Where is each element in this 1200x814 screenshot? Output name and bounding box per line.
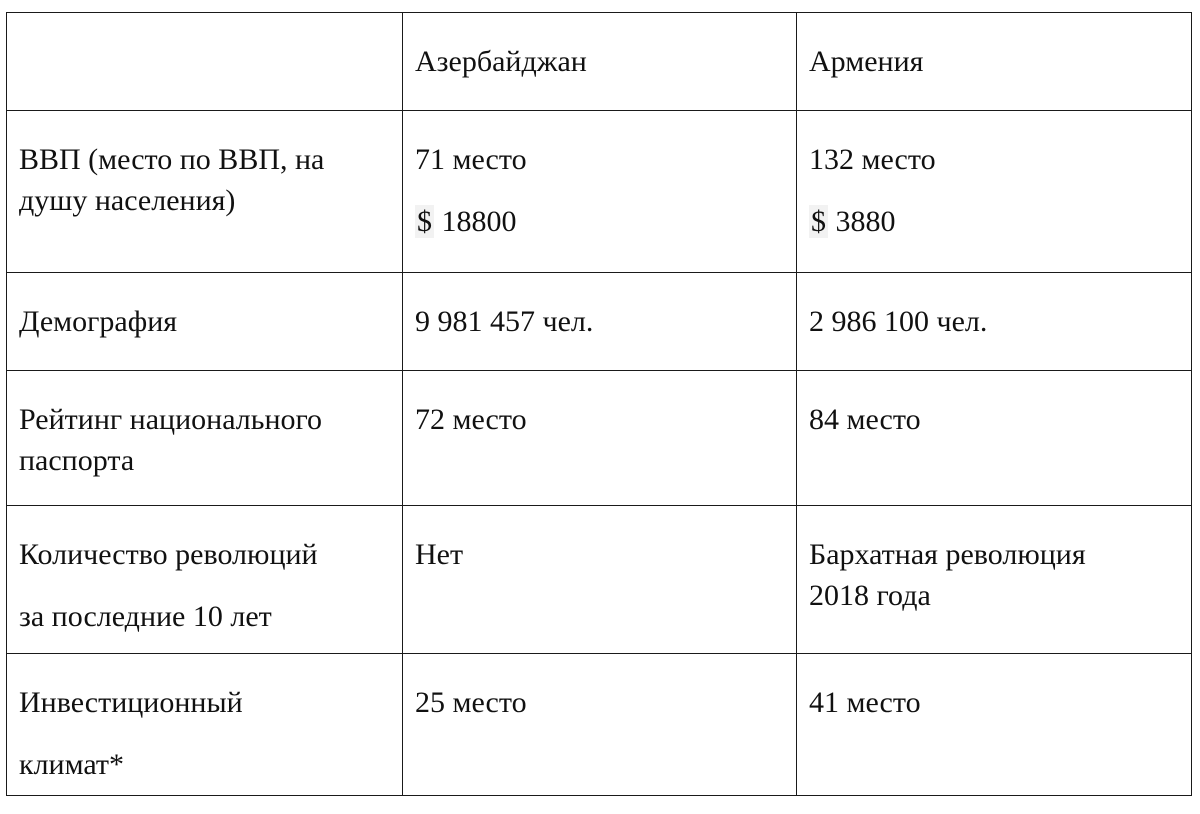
- row-label-line: паспорта: [19, 444, 135, 477]
- row-label-investment: [7, 654, 403, 796]
- azerbaijan-gdp-rank: 71 место: [415, 143, 527, 176]
- table-row: [7, 654, 1192, 796]
- armenia-gdp-cell: [797, 111, 1192, 273]
- row-label-line: Количество революций: [19, 538, 318, 571]
- azerbaijan-investment: 25 место: [403, 654, 797, 796]
- header-empty-cell: [7, 13, 403, 111]
- row-label-gdp: [7, 111, 403, 273]
- armenia-demography: 2 986 100 чел.: [797, 273, 1192, 371]
- comparison-table: [6, 12, 1192, 796]
- azerbaijan-gdp-cell: [403, 111, 797, 273]
- dollar-sign: $: [811, 205, 826, 238]
- row-label-line: за последние 10 лет: [19, 600, 272, 633]
- armenia-revolutions-line: 2018 года: [809, 579, 931, 612]
- azerbaijan-demography: 9 981 457 чел.: [403, 273, 797, 371]
- table-row: [7, 371, 1192, 506]
- armenia-revolutions-line: Бархатная революция: [809, 538, 1086, 571]
- row-label-demography: Демография: [7, 273, 403, 371]
- row-label-revolutions: [7, 506, 403, 654]
- row-label-line: климат*: [19, 748, 125, 781]
- armenia-gdp-value: 3880: [828, 205, 896, 238]
- table-row: [7, 506, 1192, 654]
- table-header-row: [7, 13, 1192, 111]
- header-azerbaijan: Азербайджан: [403, 13, 797, 111]
- azerbaijan-revolutions: Нет: [403, 506, 797, 654]
- armenia-gdp-rank: 132 место: [809, 143, 936, 176]
- table-row: [7, 111, 1192, 273]
- row-label-line: Рейтинг национального: [19, 403, 323, 436]
- armenia-passport: 84 место: [797, 371, 1192, 506]
- armenia-investment: 41 место: [797, 654, 1192, 796]
- row-label-line: душу населения): [19, 184, 236, 217]
- azerbaijan-passport: 72 место: [403, 371, 797, 506]
- azerbaijan-gdp-value: 18800: [434, 205, 517, 238]
- row-label-line: ВВП (место по ВВП, на: [19, 143, 325, 176]
- header-armenia: Армения: [797, 13, 1192, 111]
- armenia-revolutions: [797, 506, 1192, 654]
- dollar-sign: $: [417, 205, 432, 238]
- azerbaijan-gdp-value-line: [415, 201, 786, 242]
- row-label-passport: [7, 371, 403, 506]
- armenia-gdp-value-line: [809, 201, 1181, 242]
- table-row: [7, 273, 1192, 371]
- row-label-line: Инвестиционный: [19, 686, 243, 719]
